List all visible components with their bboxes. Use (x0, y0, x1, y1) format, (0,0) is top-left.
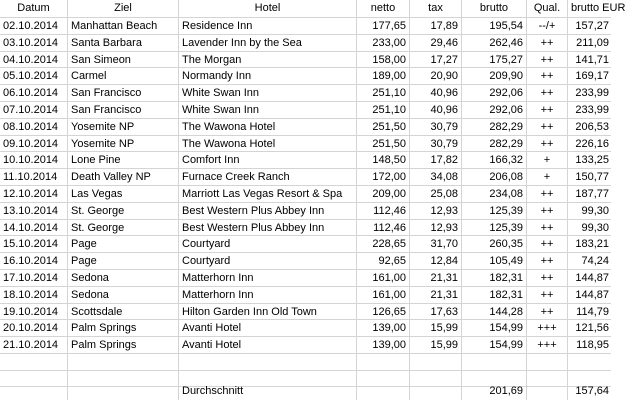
netto-cell[interactable]: 139,00 (357, 337, 410, 353)
brutto-cell[interactable]: 282,29 (462, 119, 527, 135)
brutto-eur-cell[interactable]: 121,56 (575, 322, 609, 335)
table-row (0, 236, 611, 253)
destination-cell[interactable]: Santa Barbara (68, 35, 179, 51)
netto-cell[interactable]: 112,46 (357, 220, 410, 236)
date-cell[interactable]: 13.10.2014 (0, 203, 68, 219)
brutto-cell[interactable]: 182,31 (462, 270, 527, 286)
tax-cell[interactable]: 31,70 (410, 236, 462, 252)
netto-cell[interactable]: 139,00 (357, 320, 410, 336)
quality-cell[interactable]: ++ (527, 220, 568, 236)
netto-cell[interactable]: 126,65 (357, 304, 410, 320)
header-datum[interactable]: Datum (0, 0, 68, 17)
brutto-eur-cell[interactable]: 144,87 (575, 272, 609, 284)
date-cell[interactable]: 21.10.2014 (0, 337, 68, 353)
table-row (0, 169, 611, 186)
tax-cell[interactable]: 12,84 (410, 253, 462, 269)
table-row (0, 68, 611, 85)
brutto-cell[interactable]: 125,39 (462, 203, 527, 219)
empty-cell[interactable] (179, 354, 357, 370)
tax-cell[interactable]: 34,08 (410, 169, 462, 185)
date-cell[interactable]: 16.10.2014 (0, 253, 68, 269)
quality-cell[interactable]: ++ (527, 253, 568, 269)
netto-cell[interactable]: 251,10 (357, 102, 410, 118)
header-qual[interactable]: Qual. (527, 0, 568, 17)
brutto-cell[interactable]: 166,32 (462, 152, 527, 168)
hotel-cell[interactable]: The Wawona Hotel (179, 119, 357, 135)
quality-cell[interactable]: ++ (527, 85, 568, 101)
summary-empty-cell[interactable] (0, 383, 68, 400)
table-row (0, 136, 611, 153)
destination-cell[interactable]: Manhattan Beach (68, 18, 179, 34)
netto-cell[interactable]: 161,00 (357, 287, 410, 303)
date-cell[interactable]: 06.10.2014 (0, 85, 68, 101)
table-row (0, 35, 611, 52)
header-netto[interactable]: netto (357, 0, 410, 17)
tax-cell[interactable]: 29,46 (410, 35, 462, 51)
brutto-eur-cell[interactable]: 99,30 (581, 221, 609, 234)
brutto-cell[interactable]: 260,35 (462, 236, 527, 252)
brutto-cell[interactable]: 282,29 (462, 136, 527, 152)
summary-empty-cell[interactable] (357, 383, 410, 400)
table-row (0, 270, 611, 287)
destination-cell[interactable]: Carmel (68, 68, 179, 84)
netto-cell[interactable]: 251,50 (357, 119, 410, 135)
quality-cell[interactable]: +++ (527, 320, 568, 336)
hotel-cell[interactable]: Best Western Plus Abbey Inn (179, 203, 357, 219)
hotel-cell[interactable]: Best Western Plus Abbey Inn (179, 220, 357, 236)
netto-cell[interactable]: 251,50 (357, 136, 410, 152)
destination-cell[interactable]: St. George (68, 203, 179, 219)
hotel-cell[interactable]: Residence Inn (179, 18, 357, 34)
table-row (0, 52, 611, 69)
brutto-cell[interactable]: 262,46 (462, 35, 527, 51)
brutto-cell[interactable]: 105,49 (462, 253, 527, 269)
brutto-eur-cell[interactable]: 169,17 (575, 70, 609, 83)
hotel-cell[interactable]: Matterhorn Inn (179, 287, 357, 303)
hotel-cell[interactable]: Matterhorn Inn (179, 270, 357, 286)
tax-cell[interactable]: 15,99 (410, 337, 462, 353)
hotel-cell[interactable]: Lavender Inn by the Sea (179, 35, 357, 51)
hotel-cell[interactable]: Comfort Inn (179, 152, 357, 168)
destination-cell[interactable]: Las Vegas (68, 186, 179, 202)
tax-cell[interactable]: 12,93 (410, 220, 462, 236)
date-cell[interactable]: 19.10.2014 (0, 304, 68, 320)
date-cell[interactable]: 18.10.2014 (0, 287, 68, 303)
brutto-eur-cell[interactable]: 144,87 (575, 288, 609, 301)
table-row (0, 337, 611, 354)
brutto-eur-cell[interactable]: 118,95 (576, 339, 609, 352)
summary-empty-cell[interactable] (527, 383, 568, 400)
date-cell[interactable]: 04.10.2014 (0, 52, 68, 68)
date-cell[interactable]: 12.10.2014 (0, 186, 68, 202)
destination-cell[interactable]: Yosemite NP (68, 119, 179, 135)
brutto-cell[interactable]: 209,90 (462, 68, 527, 84)
empty-cell[interactable] (0, 354, 68, 370)
quality-cell[interactable]: ++ (527, 68, 568, 84)
tax-cell[interactable]: 21,31 (410, 270, 462, 286)
date-cell[interactable]: 03.10.2014 (0, 35, 68, 51)
brutto-cell[interactable]: 154,99 (462, 337, 527, 353)
header-brutto[interactable]: brutto (462, 0, 527, 17)
tax-cell[interactable]: 17,27 (410, 52, 462, 68)
quality-cell[interactable]: ++ (527, 52, 568, 68)
destination-cell[interactable]: San Francisco (68, 85, 179, 101)
hotel-cell[interactable]: Avanti Hotel (179, 320, 357, 336)
quality-cell[interactable]: --/+ (527, 18, 568, 34)
quality-cell[interactable]: ++ (527, 287, 568, 303)
tax-cell[interactable]: 17,63 (410, 304, 462, 320)
destination-cell[interactable]: Sedona (68, 287, 179, 303)
summary-empty-cell[interactable] (410, 383, 462, 400)
hotel-cell[interactable]: Courtyard (179, 236, 357, 252)
tax-cell[interactable]: 12,93 (410, 203, 462, 219)
tax-cell[interactable]: 17,89 (410, 18, 462, 34)
hotel-cell[interactable]: Courtyard (179, 253, 357, 269)
date-cell[interactable]: 05.10.2014 (0, 68, 68, 84)
summary-label[interactable]: Durchschnitt (179, 383, 357, 400)
table-row (0, 203, 611, 220)
hotel-cell[interactable]: Normandy Inn (179, 68, 357, 84)
table-row (0, 287, 611, 304)
date-cell[interactable]: 02.10.2014 (0, 18, 68, 34)
brutto-cell[interactable]: 206,08 (462, 169, 527, 185)
header-tax[interactable]: tax (410, 0, 462, 17)
quality-cell[interactable]: ++ (527, 270, 568, 286)
quality-cell[interactable]: + (527, 169, 568, 185)
destination-cell[interactable]: San Simeon (68, 52, 179, 68)
date-cell[interactable]: 11.10.2014 (0, 169, 68, 185)
quality-cell[interactable]: ++ (527, 102, 568, 118)
destination-cell[interactable]: Page (68, 236, 179, 252)
tax-cell[interactable]: 40,96 (410, 102, 462, 118)
quality-cell[interactable]: ++ (527, 119, 568, 135)
netto-cell[interactable]: 92,65 (357, 253, 410, 269)
tax-cell[interactable]: 15,99 (410, 320, 462, 336)
header-brutto-eur[interactable]: brutto EUR (571, 2, 625, 14)
brutto-eur-cell[interactable]: 183,21 (575, 238, 609, 251)
hotel-cell[interactable]: Hilton Garden Inn Old Town (179, 304, 357, 320)
quality-cell[interactable]: + (527, 152, 568, 168)
destination-cell[interactable]: Yosemite NP (68, 136, 179, 152)
destination-cell[interactable]: Palm Springs (68, 337, 179, 353)
brutto-eur-cell[interactable]: 99,30 (581, 204, 609, 217)
quality-cell[interactable]: ++ (527, 203, 568, 219)
hotel-cell[interactable]: The Morgan (179, 52, 357, 68)
quality-cell[interactable]: ++ (527, 186, 568, 202)
empty-cell[interactable] (410, 354, 462, 370)
brutto-eur-cell[interactable]: 157,27 (575, 20, 609, 32)
header-hotel[interactable]: Hotel (179, 0, 357, 17)
netto-cell[interactable]: 158,00 (357, 52, 410, 68)
table-row (0, 102, 611, 119)
brutto-cell[interactable]: 292,06 (462, 85, 527, 101)
netto-cell[interactable]: 209,00 (357, 186, 410, 202)
date-cell[interactable]: 20.10.2014 (0, 320, 68, 336)
table-row (0, 119, 611, 136)
quality-cell[interactable]: +++ (527, 337, 568, 353)
tax-cell[interactable]: 30,79 (410, 119, 462, 135)
table-row (0, 85, 611, 102)
quality-cell[interactable]: ++ (527, 236, 568, 252)
brutto-eur-cell[interactable]: 226,16 (575, 137, 609, 150)
destination-cell[interactable]: Palm Springs (68, 320, 179, 336)
netto-cell[interactable]: 172,00 (357, 169, 410, 185)
brutto-cell[interactable]: 144,28 (462, 304, 527, 320)
date-cell[interactable]: 07.10.2014 (0, 102, 68, 118)
hotel-cell[interactable]: Marriott Las Vegas Resort & Spa (179, 186, 357, 202)
empty-row (0, 354, 611, 371)
netto-cell[interactable]: 228,65 (357, 236, 410, 252)
table-row (0, 186, 611, 203)
table-row (0, 220, 611, 237)
header-ziel[interactable]: Ziel (68, 0, 179, 17)
destination-cell[interactable]: Lone Pine (68, 152, 179, 168)
hotel-cell[interactable]: Furnace Creek Ranch (179, 169, 357, 185)
empty-cell[interactable] (527, 354, 568, 370)
netto-cell[interactable]: 112,46 (357, 203, 410, 219)
netto-cell[interactable]: 251,10 (357, 85, 410, 101)
brutto-eur-cell[interactable]: 187,77 (575, 188, 609, 200)
date-cell[interactable]: 17.10.2014 (0, 270, 68, 286)
brutto-eur-cell[interactable]: 206,53 (575, 120, 609, 133)
destination-cell[interactable]: San Francisco (68, 102, 179, 118)
tax-cell[interactable]: 20,90 (410, 68, 462, 84)
tax-cell[interactable]: 17,82 (410, 152, 462, 168)
brutto-cell[interactable]: 182,31 (462, 287, 527, 303)
table-row (0, 320, 611, 337)
hotel-cell[interactable]: The Wawona Hotel (179, 136, 357, 152)
table-row (0, 18, 611, 35)
tax-cell[interactable]: 30,79 (410, 136, 462, 152)
brutto-cell[interactable]: 125,39 (462, 220, 527, 236)
empty-cell[interactable] (462, 354, 527, 370)
table-row (0, 152, 611, 169)
quality-cell[interactable]: ++ (527, 304, 568, 320)
quality-cell[interactable]: ++ (527, 35, 568, 51)
date-cell[interactable]: 08.10.2014 (0, 119, 68, 135)
destination-cell[interactable]: St. George (68, 220, 179, 236)
brutto-eur-cell[interactable]: 211,09 (576, 36, 609, 49)
tax-cell[interactable]: 21,31 (410, 287, 462, 303)
brutto-cell[interactable]: 175,27 (462, 52, 527, 68)
brutto-eur-cell[interactable]: 74,24 (581, 255, 609, 268)
summary-brutto[interactable]: 201,69 (462, 383, 527, 400)
empty-cell[interactable] (357, 354, 410, 370)
date-cell[interactable]: 10.10.2014 (0, 152, 68, 168)
hotel-cell[interactable]: Avanti Hotel (179, 337, 357, 353)
brutto-eur-cell[interactable]: 150,77 (575, 171, 609, 184)
table-row (0, 304, 611, 321)
summary-row (0, 383, 611, 400)
brutto-cell[interactable]: 292,06 (462, 102, 527, 118)
brutto-eur-cell[interactable]: 233,99 (575, 87, 609, 100)
quality-cell[interactable]: ++ (527, 136, 568, 152)
empty-cell[interactable] (568, 354, 611, 370)
brutto-eur-cell[interactable]: 114,79 (576, 305, 609, 318)
date-cell[interactable]: 09.10.2014 (0, 136, 68, 152)
netto-cell[interactable]: 177,65 (357, 18, 410, 34)
brutto-cell[interactable]: 234,08 (462, 186, 527, 202)
date-cell[interactable]: 15.10.2014 (0, 236, 68, 252)
destination-cell[interactable]: Sedona (68, 270, 179, 286)
brutto-eur-cell[interactable]: 141,71 (575, 53, 609, 66)
netto-cell[interactable]: 148,50 (357, 152, 410, 168)
brutto-eur-cell[interactable]: 233,99 (575, 104, 609, 116)
netto-cell[interactable]: 161,00 (357, 270, 410, 286)
empty-cell[interactable] (68, 354, 179, 370)
tax-cell[interactable]: 40,96 (410, 85, 462, 101)
summary-brutto-eur[interactable]: 157,64 (575, 385, 609, 397)
destination-cell[interactable]: Scottsdale (68, 304, 179, 320)
brutto-cell[interactable]: 195,54 (462, 18, 527, 34)
destination-cell[interactable]: Page (68, 253, 179, 269)
date-cell[interactable]: 14.10.2014 (0, 220, 68, 236)
netto-cell[interactable]: 189,00 (357, 68, 410, 84)
brutto-cell[interactable]: 154,99 (462, 320, 527, 336)
table-row (0, 253, 611, 270)
header-row (0, 0, 625, 18)
destination-cell[interactable]: Death Valley NP (68, 169, 179, 185)
netto-cell[interactable]: 233,00 (357, 35, 410, 51)
hotel-cell[interactable]: White Swan Inn (179, 102, 357, 118)
tax-cell[interactable]: 25,08 (410, 186, 462, 202)
hotel-cell[interactable]: White Swan Inn (179, 85, 357, 101)
brutto-eur-cell[interactable]: 133,25 (575, 154, 609, 167)
summary-empty-cell[interactable] (68, 383, 179, 400)
